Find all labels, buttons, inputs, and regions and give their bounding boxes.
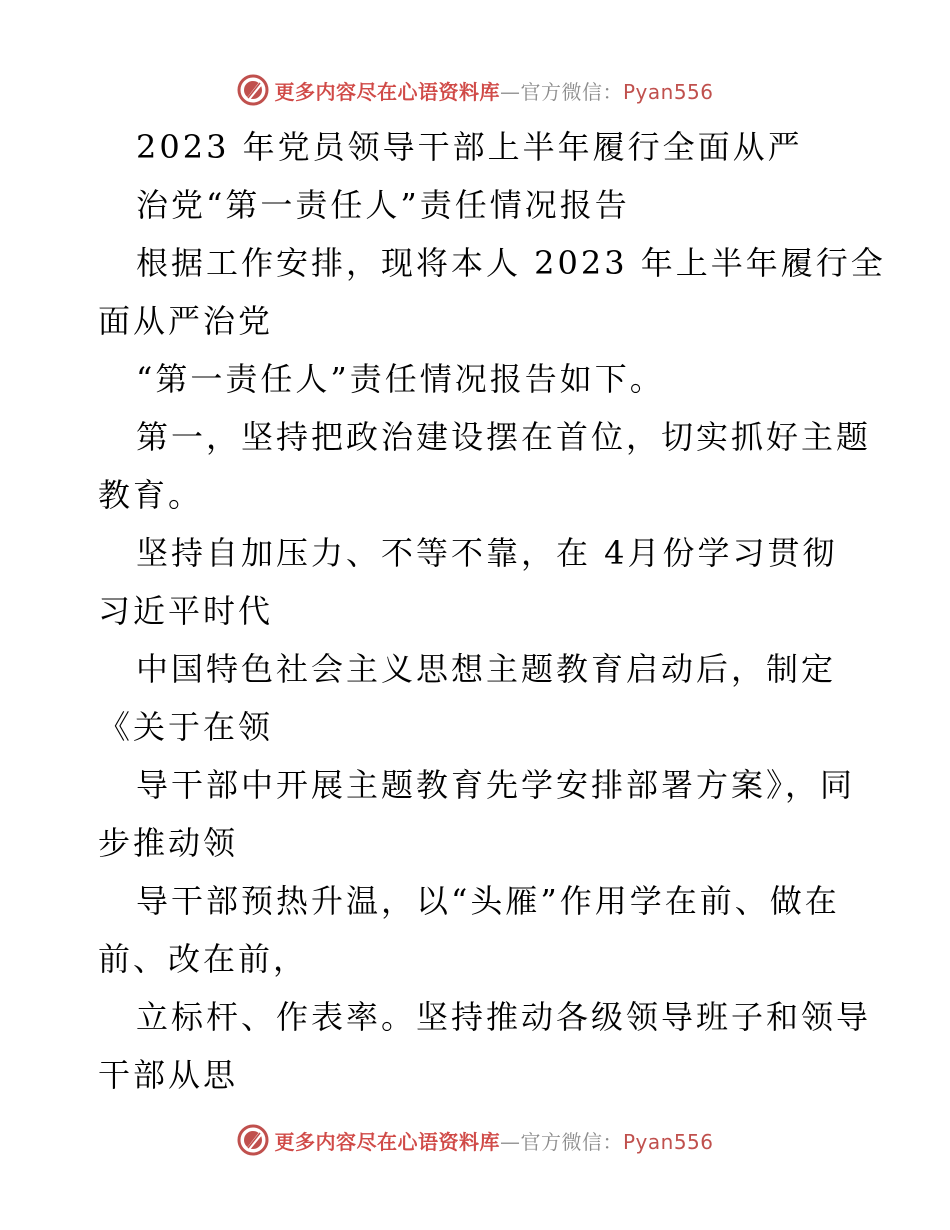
- doc-paragraph-line: 导干部中开展主题教育先学安排部署方案》，同: [136, 766, 856, 804]
- doc-paragraph-line: 导干部预热升温，以“头雁”作用学在前、做在: [136, 882, 840, 920]
- doc-title-line-2: 治党“第一责任人”责任情况报告: [136, 186, 630, 224]
- doc-paragraph-line: 干部从思: [98, 1056, 239, 1094]
- doc-paragraph-line: 习近平时代: [98, 592, 274, 630]
- watermark-wechat-id: Pyan556: [622, 79, 714, 104]
- doc-paragraph-line: 步推动领: [98, 824, 239, 862]
- doc-title-line-1: 2023 年党员领导干部上半年履行全面从严: [136, 128, 803, 166]
- doc-paragraph-line: 前、改在前，: [98, 940, 309, 978]
- doc-paragraph-line: 立标杆、作表率。坚持推动各级领导班子和领导: [136, 998, 872, 1036]
- doc-paragraph-line: 中国特色社会主义思想主题教育启动后，制定: [136, 650, 837, 688]
- doc-paragraph-line: 《关于在领: [98, 708, 274, 746]
- doc-paragraph-line: “第一责任人”责任情况报告如下。: [136, 360, 665, 398]
- doc-paragraph-line: 面从严治党: [98, 302, 274, 340]
- quill-logo-icon: [236, 73, 270, 107]
- watermark-text: [274, 1126, 713, 1155]
- watermark-wechat-id: Pyan556: [622, 1129, 714, 1154]
- doc-paragraph-line: 坚持自加压力、不等不靠，在 4月份学习贯彻: [136, 534, 838, 572]
- watermark-brand: 更多内容尽在心语资料库: [274, 79, 500, 104]
- doc-paragraph-line: 第一，坚持把政治建设摆在首位，切实抓好主题: [136, 418, 872, 456]
- watermark-separator: —: [499, 1129, 521, 1154]
- watermark-text: [274, 76, 713, 105]
- doc-paragraph-line: 教育。: [98, 476, 204, 514]
- quill-logo-icon: [236, 1123, 270, 1157]
- header-watermark: [0, 70, 950, 110]
- watermark-wechat-label: 官方微信：: [520, 1129, 623, 1154]
- watermark-wechat-label: 官方微信：: [520, 79, 623, 104]
- watermark-brand: 更多内容尽在心语资料库: [274, 1129, 500, 1154]
- watermark-separator: —: [499, 79, 521, 104]
- doc-paragraph-line: 根据工作安排，现将本人 2023 年上半年履行全: [136, 244, 886, 282]
- footer-watermark: [0, 1120, 950, 1160]
